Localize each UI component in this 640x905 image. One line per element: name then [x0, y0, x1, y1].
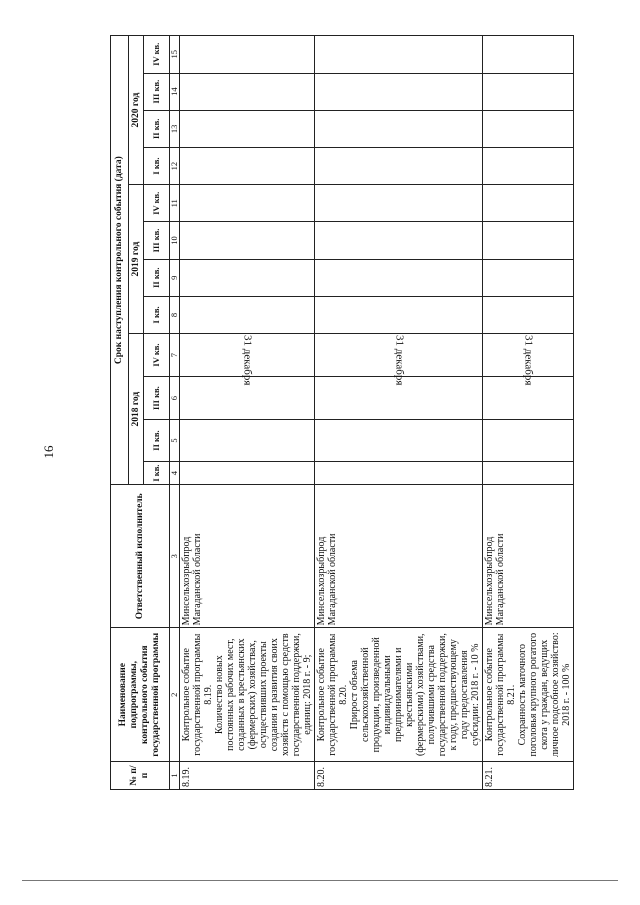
quarter-cell — [315, 185, 483, 222]
quarter-cell — [180, 73, 315, 110]
quarter-cell — [180, 259, 315, 296]
column-number: 7 — [170, 334, 180, 377]
page-number: 16 — [41, 445, 56, 459]
event-title: Контрольное событие государственной программы 8.21. — [484, 633, 517, 756]
header-num: № п/п — [111, 762, 170, 790]
column-number: 9 — [170, 259, 180, 296]
quarter-cell — [180, 110, 315, 147]
header-name: Наименование подпрограммы, контрольного события государственной программы — [111, 628, 170, 762]
column-number: 1 — [170, 762, 180, 790]
column-number: 14 — [170, 73, 180, 110]
header-quarter: III кв. — [144, 377, 170, 420]
deadline-cell — [483, 334, 574, 386]
column-number: 11 — [170, 185, 180, 222]
page-bottom-rule — [22, 880, 618, 881]
deadline-cell — [315, 334, 483, 386]
column-number: 13 — [170, 110, 180, 147]
header-quarter: II кв. — [144, 110, 170, 147]
header-quarter: I кв. — [144, 147, 170, 184]
column-numbers-row — [170, 36, 180, 790]
quarter-cell — [315, 296, 483, 333]
quarter-cell — [180, 185, 315, 222]
deadline-cell — [180, 334, 315, 386]
control-events-table-rotated — [110, 35, 572, 790]
column-number: 2 — [170, 628, 180, 762]
quarter-cell — [483, 222, 574, 259]
table-row — [315, 36, 483, 790]
quarter-cell — [483, 259, 574, 296]
quarter-cell — [315, 461, 483, 484]
quarter-cell — [315, 73, 483, 110]
column-number: 12 — [170, 147, 180, 184]
header-quarter: II кв. — [144, 420, 170, 462]
header-quarter: III кв. — [144, 222, 170, 259]
quarter-cell — [180, 420, 315, 462]
event-title: Контрольное событие государственной программы 8.20. — [316, 633, 349, 756]
quarter-cell — [483, 110, 574, 147]
column-number: 15 — [170, 36, 180, 74]
event-name — [315, 628, 483, 762]
quarter-cell — [483, 296, 574, 333]
deadline-date: 31 декабря — [522, 335, 535, 386]
column-number: 4 — [170, 461, 180, 484]
row-number: 8.19. — [180, 762, 315, 790]
column-number: 6 — [170, 377, 180, 420]
column-number: 10 — [170, 222, 180, 259]
event-title: Контрольное событие государственной программы 8.19. — [181, 633, 214, 756]
table-row — [180, 36, 315, 790]
quarter-cell — [315, 36, 483, 74]
quarter-cell — [180, 147, 315, 184]
deadline-date: 31 декабря — [393, 335, 405, 386]
quarter-cell — [315, 147, 483, 184]
deadline-date: 31 декабря — [241, 335, 254, 386]
event-description: Прирост объема сельскохозяйственной продукции, произведенной индивидуальными предпринимателями и крестьянскими (фермерскими) хозяйствами, получившими средства государственной поддержки, к году, предшествующему году предоставления субсидии: 2018 г. - 10 % — [349, 633, 481, 757]
header-quarter: III кв. — [144, 73, 170, 110]
header-executor: Ответственный исполнитель — [111, 485, 170, 628]
header-year-2019: 2019 год — [129, 185, 144, 334]
table-row — [483, 36, 574, 790]
header-quarter: IV кв. — [144, 36, 170, 74]
header-year-2020: 2020 год — [129, 36, 144, 185]
row-number: 8.21. — [483, 762, 574, 790]
quarter-cell — [180, 461, 315, 484]
quarter-cell — [483, 461, 574, 484]
executor: Минсельхозрыбпрод Магаданской области — [315, 485, 483, 628]
quarter-cell — [483, 73, 574, 110]
row-number: 8.20. — [315, 762, 483, 790]
quarter-cell — [180, 222, 315, 259]
quarter-cell — [315, 222, 483, 259]
quarter-cell — [483, 36, 574, 74]
header-deadline: Срок наступления контрольного события (дата) — [111, 36, 129, 485]
quarter-cell — [483, 185, 574, 222]
quarter-cell — [315, 420, 483, 462]
quarter-cell — [483, 147, 574, 184]
column-number: 8 — [170, 296, 180, 333]
quarter-cell — [180, 296, 315, 333]
event-name — [180, 628, 315, 762]
quarter-cell — [180, 36, 315, 74]
header-quarter: IV кв. — [144, 334, 170, 377]
header-quarter: I кв. — [144, 296, 170, 333]
header-year-2018: 2018 год — [129, 334, 144, 485]
control-events-table — [110, 35, 574, 790]
event-description: Сохранность маточного поголовья крупного рогатого скота у граждан, ведущих личное подсобное хозяйство: 2018 г. - 100 % — [517, 632, 572, 758]
quarter-cell — [315, 259, 483, 296]
header-quarter: I кв. — [144, 461, 170, 484]
quarter-cell — [315, 110, 483, 147]
executor: Минсельхозрыбпрод Магаданской области — [483, 485, 574, 628]
event-name — [483, 628, 574, 762]
executor: Минсельхозрыбпрод Магаданской области — [180, 485, 315, 628]
header-quarter: IV кв. — [144, 185, 170, 222]
quarter-cell — [483, 420, 574, 462]
event-description: Количество новых постоянных рабочих мест, созданных в крестьянских (фермерских) хозяйствах, осуществивших проекты создания и развития своих хозяйств с помощью средств государственной поддержки, единиц: 2018 г. - 9; — [214, 633, 313, 757]
column-number: 5 — [170, 420, 180, 462]
column-number: 3 — [170, 485, 180, 628]
header-quarter: II кв. — [144, 259, 170, 296]
